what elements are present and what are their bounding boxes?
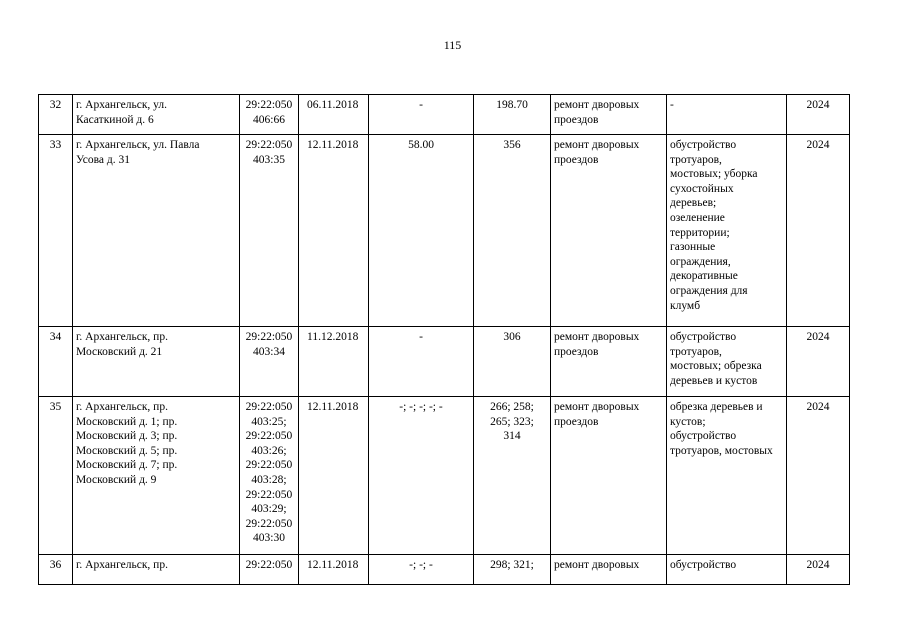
address-line: г. Архангельск, пр. [76,331,168,343]
additional-works-line: обрезка деревьев и [670,401,763,413]
value2-cell [474,95,551,135]
additional-works-cell [667,555,787,585]
year-cell: 2024 [787,555,850,585]
work-type-cell [551,555,667,585]
additional-works-line: тротуаров, [670,153,722,166]
cadastral-number-line: 29:22:050 [245,488,293,501]
additional-works-line: обустройство [670,139,737,151]
value2-cell [474,135,551,327]
table-row [39,135,850,327]
value2-line: 266; 258; [490,401,534,413]
additional-works-line: деревьев и кустов [670,374,758,387]
year-cell: 2024 [787,135,850,327]
work-type-line: ремонт дворовых [554,401,640,413]
value2-line: 198.70 [496,99,528,111]
address-line: Московский д. 21 [76,345,163,358]
value1-cell: - [369,327,474,397]
row-number-cell: 32 [39,95,73,135]
value2-cell [474,327,551,397]
value1-cell: -; -; - [369,555,474,585]
additional-works-line: газонные [670,241,716,254]
cadastral-number-line: 403:25; [251,415,287,428]
value1-cell: -; -; -; -; - [369,397,474,555]
cadastral-number-line: 403:35 [253,153,285,166]
cadastral-number-line: 29:22:050 [245,331,293,343]
page-number: 115 [443,38,462,52]
additional-works-line: обустройство [670,430,737,443]
table-row [39,95,850,135]
address-line: г. Архангельск, пр. [76,401,168,413]
work-type-cell [551,135,667,327]
address-cell [73,95,240,135]
work-type-cell [551,397,667,555]
value2-cell [474,555,551,585]
date-cell: 12.11.2018 [299,397,369,555]
address-line: Московский д. 7; пр. [76,459,178,472]
additional-works-line: декоративные [670,270,738,283]
table-row [39,327,850,397]
date-cell: 12.11.2018 [299,135,369,327]
address-line: г. Архангельск, пр. [76,559,168,571]
cadastral-number-cell [240,555,299,585]
address-cell [73,397,240,555]
cadastral-number-line: 29:22:050 [245,517,293,530]
additional-works-line: озеленение [670,211,725,224]
address-cell [73,135,240,327]
row-number-cell: 33 [39,135,73,327]
value2-line: 298; 321; [490,559,534,571]
additional-works-cell [667,327,787,397]
cadastral-number-line: 403:26; [251,444,287,457]
date-cell: 11.12.2018 [299,327,369,397]
work-type-line: проездов [554,415,599,428]
additional-works-line: ограждения для [670,284,748,297]
table-row [39,397,850,555]
additional-works-cell [667,397,787,555]
additional-works-line: тротуаров, мостовых [670,444,773,457]
additional-works-line: - [670,99,674,111]
cadastral-number-line: 29:22:050 [245,459,293,472]
additional-works-line: сухостойных [670,182,734,195]
value1-cell: 58.00 [369,135,474,327]
year-cell: 2024 [787,95,850,135]
value2-line: 356 [503,139,521,151]
value1-cell: - [369,95,474,135]
cadastral-number-line: 403:34 [253,345,285,358]
address-cell [73,327,240,397]
work-type-line: ремонт дворовых [554,99,640,111]
work-type-line: проездов [554,113,599,126]
additional-works-line: ограждения, [670,255,731,268]
value2-line: 265; 323; [490,415,534,428]
cadastral-number-cell [240,327,299,397]
address-line: Касаткиной д. 6 [76,113,154,126]
year-cell: 2024 [787,397,850,555]
address-line: г. Архангельск, ул. [76,99,168,111]
year-cell: 2024 [787,327,850,397]
cadastral-number-line: 403:29; [251,503,287,516]
additional-works-line: обустройство [670,331,737,343]
work-type-line: проездов [554,153,599,166]
cadastral-number-cell [240,397,299,555]
address-line: Московский д. 5; пр. [76,444,178,457]
work-type-line: ремонт дворовых [554,559,640,571]
row-number-cell: 36 [39,555,73,585]
cadastral-number-line: 29:22:050 [245,559,293,571]
additional-works-line: тротуаров, [670,345,722,358]
cadastral-number-line: 29:22:050 [245,99,293,111]
additional-works-line: кустов; [670,415,706,428]
work-type-cell [551,327,667,397]
address-line: Московский д. 1; пр. [76,415,178,428]
cadastral-number-cell [240,95,299,135]
work-type-line: ремонт дворовых [554,139,640,151]
cadastral-number-line: 406:66 [253,113,285,126]
work-type-line: ремонт дворовых [554,331,640,343]
data-table [38,94,850,585]
address-cell [73,555,240,585]
cadastral-number-line: 29:22:050 [245,139,293,151]
work-type-cell [551,95,667,135]
work-type-line: проездов [554,345,599,358]
additional-works-line: мостовых; обрезка [670,360,762,373]
cadastral-number-line: 29:22:050 [245,401,293,413]
cadastral-number-cell [240,135,299,327]
value2-line: 306 [503,331,521,343]
address-line: Московский д. 9 [76,473,157,486]
date-cell: 12.11.2018 [299,555,369,585]
cadastral-number-line: 403:28; [251,473,287,486]
address-line: Московский д. 3; пр. [76,430,178,443]
table-row [39,555,850,585]
cadastral-number-line: 29:22:050 [245,430,293,443]
row-number-cell: 35 [39,397,73,555]
additional-works-cell [667,95,787,135]
date-cell: 06.11.2018 [299,95,369,135]
value2-cell [474,397,551,555]
additional-works-line: деревьев; [670,197,717,210]
address-line: г. Архангельск, ул. Павла [76,139,200,151]
additional-works-line: территории; [670,226,730,239]
additional-works-line: обустройство [670,559,737,571]
value2-line: 314 [503,430,521,443]
additional-works-line: мостовых; уборка [670,168,758,181]
cadastral-number-line: 403:30 [253,532,285,545]
additional-works-cell [667,135,787,327]
row-number-cell: 34 [39,327,73,397]
additional-works-line: клумб [670,299,701,312]
address-line: Усова д. 31 [76,153,130,166]
